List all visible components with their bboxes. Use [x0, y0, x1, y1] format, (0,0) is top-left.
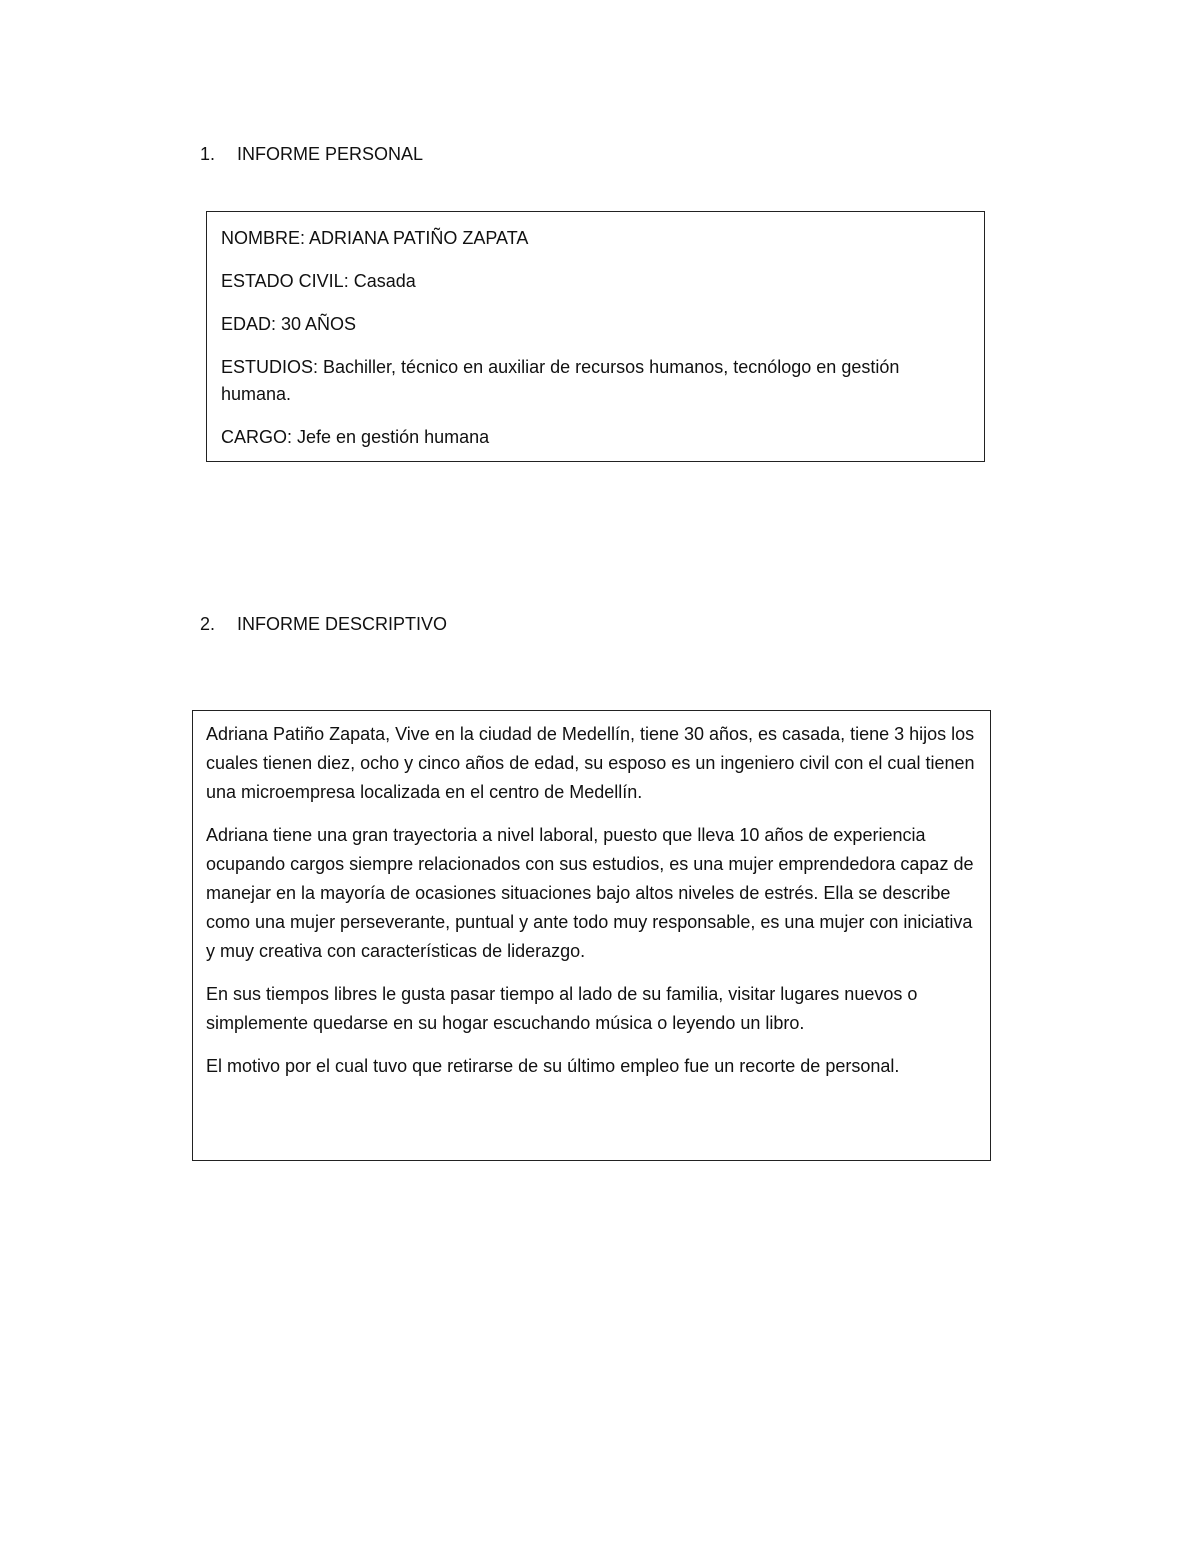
descriptive-paragraph: En sus tiempos libres le gusta pasar tiempo al lado de su familia, visitar lugares nuevos o simplemente quedarse en su hogar escuchando música o leyendo un libro. — [206, 984, 918, 1033]
field-estudios: ESTUDIOS: Bachiller, técnico en auxiliar de recursos humanos, tecnólogo en gestión humana. — [221, 357, 900, 404]
section-number: 1. — [200, 144, 216, 164]
section-heading-personal — [200, 143, 423, 165]
section-title: INFORME DESCRIPTIVO — [237, 614, 448, 634]
descriptive-paragraph: Adriana tiene una gran trayectoria a nivel laboral, puesto que lleva 10 años de experiencia ocupando cargos siempre relacionados con sus estudios, es una mujer emprendedora capaz de manejar en la mayoría de ocasiones situaciones bajo altos niveles de estrés. Ella se describe como una mujer perseverante, puntual y ante todo muy responsable, es una mujer con iniciativa y muy creativa con características de liderazgo. — [206, 825, 974, 961]
descriptive-paragraph: El motivo por el cual tuvo que retirarse de su último empleo fue un recorte de personal. — [206, 1056, 900, 1076]
descriptive-paragraph: Adriana Patiño Zapata, Vive en la ciudad de Medellín, tiene 30 años, es casada, tiene 3 hijos los cuales tienen diez, ocho y cinco años de edad, su esposo es un ingeniero civil con el cual tienen una microempresa localizada en el centro de Medellín. — [206, 724, 975, 802]
section-title: INFORME PERSONAL — [237, 144, 424, 164]
field-estado-civil: ESTADO CIVIL: Casada — [221, 271, 416, 291]
personal-info-box — [206, 211, 985, 462]
section-heading-descriptive — [200, 613, 447, 635]
descriptive-info-box — [192, 710, 991, 1161]
field-nombre: NOMBRE: ADRIANA PATIÑO ZAPATA — [221, 228, 529, 248]
field-edad: EDAD: 30 AÑOS — [221, 314, 357, 334]
field-cargo: CARGO: Jefe en gestión humana — [221, 427, 490, 447]
section-number: 2. — [200, 614, 216, 634]
